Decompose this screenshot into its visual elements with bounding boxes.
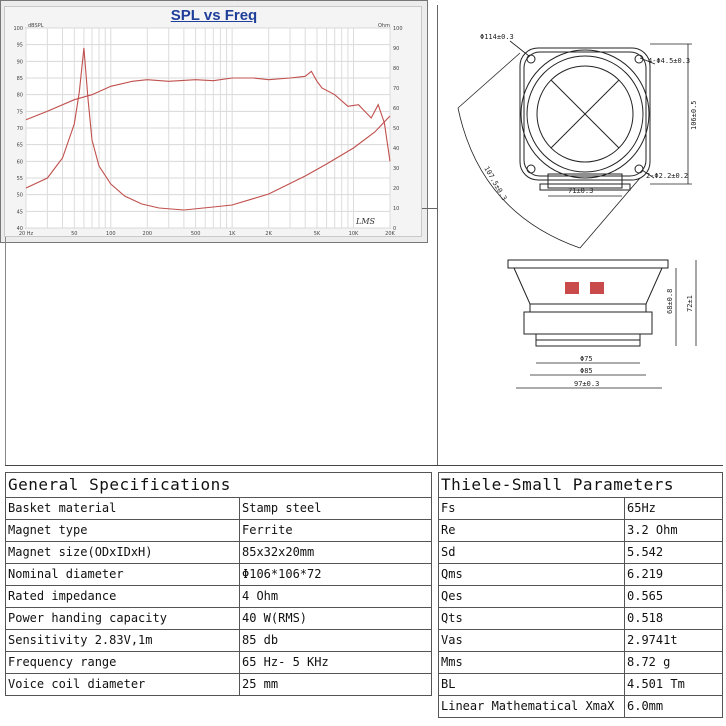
param-value: Stamp steel xyxy=(240,498,432,520)
speaker-side-view-drawing xyxy=(440,252,723,402)
param-value: 5.542 xyxy=(625,542,723,564)
spl-chart-panel xyxy=(0,0,428,243)
param-value: 6.0mm xyxy=(625,696,723,718)
dim-base-width: 97±0.3 xyxy=(574,380,600,388)
dim-small-holes: 2-Φ2.2±0.2 xyxy=(646,172,689,180)
param-label: Mms xyxy=(439,652,625,674)
x-tick-label: 500 xyxy=(190,231,201,237)
y-tick-label: 55 xyxy=(16,176,23,182)
param-value: 65Hz xyxy=(625,498,723,520)
param-label: Qes xyxy=(439,586,625,608)
param-value: 2.9741t xyxy=(625,630,723,652)
chart-title: SPL vs Freq xyxy=(170,7,258,24)
y-right-tick-label: 20 xyxy=(393,186,400,192)
table-row xyxy=(439,630,723,652)
dim-hole-spacing: 71±0.3 xyxy=(568,187,594,195)
y-right-tick-label: 80 xyxy=(393,66,400,72)
param-value: 65 Hz- 5 KHz xyxy=(240,652,432,674)
table-row xyxy=(6,630,432,652)
lms-watermark: LMS xyxy=(356,217,375,226)
table-row xyxy=(6,652,432,674)
speaker-front-view-drawing xyxy=(440,8,723,253)
grid-line xyxy=(5,208,6,466)
param-label: Qts xyxy=(439,608,625,630)
x-tick-label: 1K xyxy=(228,231,236,237)
mount-hole xyxy=(635,165,643,173)
dim-dia-75: Φ75 xyxy=(580,355,593,363)
param-value: 25 mm xyxy=(240,674,432,696)
y-right-tick-label: 0 xyxy=(393,226,397,232)
dim-hole-dia: Φ114±0.3 xyxy=(480,33,514,41)
param-label: Magnet type xyxy=(6,520,240,542)
y-tick-label: 50 xyxy=(16,192,23,199)
param-label: Fs xyxy=(439,498,625,520)
y-tick-label: 80 xyxy=(16,92,23,99)
y-right-tick-label: 10 xyxy=(393,206,400,212)
y-right-tick-label: 50 xyxy=(393,126,400,132)
table-row xyxy=(439,608,723,630)
param-label: Nominal diameter xyxy=(6,564,240,586)
y-right-tick-label: 40 xyxy=(393,146,400,152)
param-label: Re xyxy=(439,520,625,542)
param-label: Voice coil diameter xyxy=(6,674,240,696)
grid-line xyxy=(437,5,438,465)
table-row xyxy=(439,652,723,674)
x-tick-label: 5K xyxy=(313,231,321,237)
table-row xyxy=(6,564,432,586)
param-value: 85x32x20mm xyxy=(240,542,432,564)
y-right-tick-label: 100 xyxy=(393,26,403,32)
x-tick-label: 2K xyxy=(265,231,272,237)
param-value: 40 W(RMS) xyxy=(240,608,432,630)
param-label: Power handing capacity xyxy=(6,608,240,630)
param-value: 8.72 g xyxy=(625,652,723,674)
dim-depth-magnet: 68±0.8 xyxy=(666,288,674,314)
param-label: Rated impedance xyxy=(6,586,240,608)
y-right-tick-label: 90 xyxy=(393,46,400,52)
param-label: Vas xyxy=(439,630,625,652)
param-label: Magnet size(ODxIDxH) xyxy=(6,542,240,564)
param-value: Φ106*106*72 xyxy=(240,564,432,586)
param-label: Basket material xyxy=(6,498,240,520)
grid-line xyxy=(5,465,723,466)
x-tick-label: 10K xyxy=(348,231,359,237)
x-tick-label: 20 Hz xyxy=(18,231,34,237)
param-value: 6.219 xyxy=(625,564,723,586)
table-header-row xyxy=(6,473,432,498)
table-row xyxy=(439,498,723,520)
y-tick-label: 100 xyxy=(13,26,23,32)
mount-hole xyxy=(527,55,535,63)
dim-depth-total: 72±1 xyxy=(686,295,694,312)
param-value: 0.565 xyxy=(625,586,723,608)
dim-height: 106±0.5 xyxy=(690,100,698,130)
y-tick-label: 45 xyxy=(16,209,23,216)
param-label: Sd xyxy=(439,542,625,564)
param-value: Ferrite xyxy=(240,520,432,542)
table-row xyxy=(6,520,432,542)
param-label: Qms xyxy=(439,564,625,586)
x-tick-label: 200 xyxy=(142,231,153,237)
x-tick-label: 20K xyxy=(385,231,395,237)
y-right-tick-label: 70 xyxy=(393,86,400,92)
y-tick-label: 70 xyxy=(16,126,23,132)
param-value: 0.518 xyxy=(625,608,723,630)
y-tick-label: 65 xyxy=(16,142,23,149)
general-specs-header: General Specifications xyxy=(6,473,432,498)
table-row xyxy=(439,520,723,542)
y-tick-label: 60 xyxy=(16,159,23,166)
table-row xyxy=(439,586,723,608)
spl-chart xyxy=(0,0,428,243)
table-row xyxy=(6,586,432,608)
dim-dia-85: Φ85 xyxy=(580,367,593,375)
ts-params-header: Thiele-Small Parameters xyxy=(439,473,723,498)
general-specs-table xyxy=(5,472,432,696)
table-row xyxy=(6,498,432,520)
y-right-tick-label: 60 xyxy=(393,106,400,112)
table-header-row xyxy=(439,473,723,498)
param-label: Sensitivity 2.83V,1m xyxy=(6,630,240,652)
right-axis-label: Ohm xyxy=(378,23,390,29)
table-row xyxy=(439,696,723,718)
x-tick-label: 100 xyxy=(106,231,116,237)
table-row xyxy=(439,542,723,564)
param-label: BL xyxy=(439,674,625,696)
param-value: 85 db xyxy=(240,630,432,652)
x-tick-label: 50 xyxy=(71,231,78,237)
left-axis-label: dBSPL xyxy=(28,23,44,29)
table-row xyxy=(6,674,432,696)
y-tick-label: 75 xyxy=(16,109,23,116)
table-row xyxy=(6,608,432,630)
y-tick-label: 95 xyxy=(16,42,23,49)
dim-diagonal: 107.5±0.3 xyxy=(482,165,509,202)
table-row xyxy=(6,542,432,564)
table-row xyxy=(439,564,723,586)
param-value: 4 Ohm xyxy=(240,586,432,608)
y-right-tick-label: 30 xyxy=(393,166,400,172)
y-tick-label: 90 xyxy=(16,59,23,66)
dim-mount-holes: 4-Φ4.5±0.3 xyxy=(648,57,691,65)
param-label: Linear Mathematical XmaX xyxy=(439,696,625,718)
y-tick-label: 40 xyxy=(16,226,23,232)
param-label: Frequency range xyxy=(6,652,240,674)
y-tick-label: 85 xyxy=(16,76,23,82)
param-value: 4.501 Tm xyxy=(625,674,723,696)
table-row xyxy=(439,674,723,696)
param-value: 3.2 Ohm xyxy=(625,520,723,542)
ts-params-table xyxy=(438,472,723,718)
mount-hole xyxy=(527,165,535,173)
